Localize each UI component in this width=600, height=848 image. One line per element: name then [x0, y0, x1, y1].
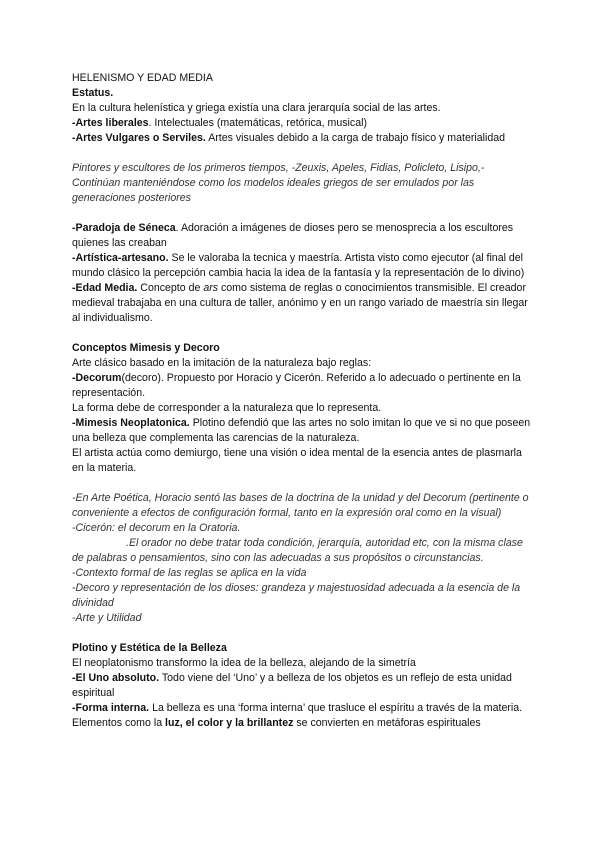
estatus-intro: En la cultura helenística y griega existía una clara jerarquía social de las artes.	[72, 102, 441, 114]
arte-poetica-note: -En Arte Poética, Horacio sentó las bases de la doctrina de la unidad y del Decorum (pertinente o conveniente a efectos de configuración formal, tanto en la expresión oral como en la visual)	[72, 492, 529, 519]
forma-line: La forma debe de corresponder a la naturaleza que lo representa.	[72, 402, 382, 414]
contexto-formal-note: -Contexto formal de las reglas se aplica en la vida	[72, 567, 307, 579]
pintores-note-line: Continúan manteniéndose como los modelos ideales griegos de ser emulados por las	[72, 177, 475, 189]
mimesis-intro: Arte clásico basado en la imitación de la naturaleza bajo reglas:	[72, 357, 372, 369]
orador-note-line: de palabras o pensamientos, sino con las adecuadas a sus propósitos o circunstancias.	[72, 552, 484, 564]
mimesis-neoplatonica-paragraph: -Mimesis Neoplatonica. Plotino defendió que las artes no solo imitan lo que ve si no que poseen una belleza que complementa las carencias de la naturaleza.	[72, 417, 531, 444]
artes-liberales-item: -Artes liberales. Intelectuales (matemáticas, retórica, musical)	[72, 117, 367, 129]
artistica-artesano-paragraph: -Artística-artesano. Se le valoraba la tecnica y maestría. Artista visto como ejecutor (al final del mundo clásico la percepción cambia hacia la idea de la fantasía y la representación de lo divino)	[72, 252, 525, 279]
paradoja-seneca-paragraph: -Paradoja de Séneca. Adoración a imágenes de dioses pero se menosprecia a los escultores quienes las creaban	[72, 222, 514, 249]
orador-note-line: .El orador no debe tratar toda condición, jerarquía, autoridad etc, con la misma clase	[126, 537, 523, 549]
artes-vulgares-item: -Artes Vulgares o Serviles. Artes visuales debido a la carga de trabajo físico y materialidad	[72, 132, 506, 144]
forma-interna-paragraph: -Forma interna. La belleza es una ‘forma interna’ que trasluce el espíritu a través de la materia.	[72, 702, 523, 714]
uno-absoluto-paragraph: -El Uno absoluto. Todo viene del ‘Uno’ y a belleza de los objetos es un reflejo de esta unidad espiritual	[72, 672, 512, 699]
pintores-note-line: generaciones posteriores	[72, 192, 191, 204]
elementos-paragraph: Elementos como la luz, el color y la brillantez se convierten en metáforas espirituales	[72, 717, 481, 729]
arte-utilidad-note: -Arte y Utilidad	[72, 612, 142, 624]
mimesis-heading: Conceptos Mimesis y Decoro	[72, 342, 220, 354]
pintores-note-line: Pintores y escultores de los primeros tiempos, -Zeuxis, Apeles, Fidias, Policleto, Lisipo,-	[72, 162, 485, 174]
decoro-dioses-note: -Decoro y representación de los dioses: grandeza y majestuosidad adecuada a la esencia de la divinidad	[72, 582, 521, 609]
estatus-heading: Estatus.	[72, 87, 114, 99]
artista-demiurgo-paragraph: El artista actúa como demiurgo, tiene una visión o idea mental de la esencia antes de plasmarla en la materia.	[72, 447, 522, 474]
document-title: HELENISMO Y EDAD MEDIA	[72, 72, 213, 84]
edad-media-paragraph: -Edad Media. Concepto de ars como sistema de reglas o conocimientos transmisible. El creador medieval trabajaba en una cultura de taller, anónimo y en un rango variado de maestría sin llegar al individualismo.	[72, 282, 528, 324]
ciceron-note: -Cicerón: el decorum en la Oratoria.	[72, 522, 241, 534]
plotino-intro: El neoplatonismo transformo la idea de la belleza, alejando de la simetría	[72, 657, 416, 669]
document-body	[72, 71, 532, 731]
decorum-paragraph: -Decorum(decoro). Propuesto por Horacio y Cicerón. Referido a lo adecuado o pertinente en la representación.	[72, 372, 521, 399]
plotino-heading: Plotino y Estética de la Belleza	[72, 642, 227, 654]
